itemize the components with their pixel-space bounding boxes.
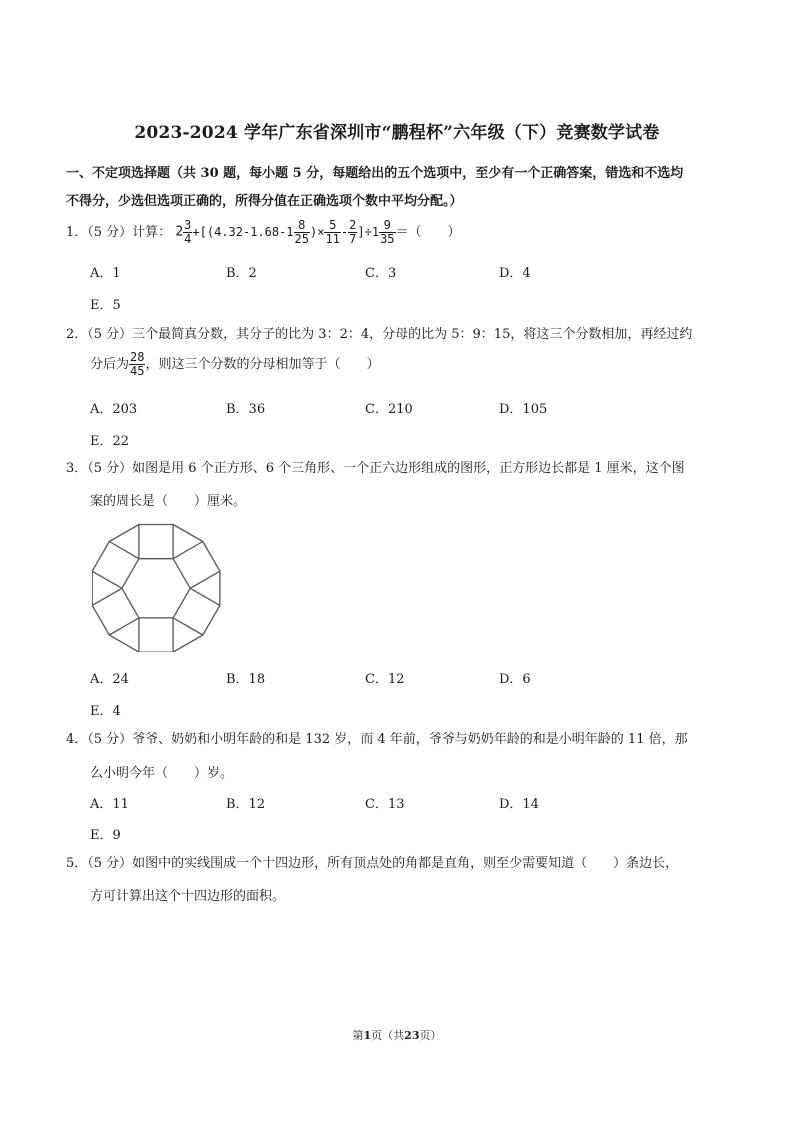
question-2-line1: 2．（5 分）三个最简真分数，其分子的比为 3：2：4，分母的比为 5：9：15，将这三个分数相加，再经过约 xyxy=(66,327,693,342)
q3-option-c: C．12 xyxy=(365,672,405,687)
question-3-line2: 案的周长是（ ）厘米。 xyxy=(90,494,247,509)
q4-option-b: B．12 xyxy=(226,797,266,812)
q2-fraction: $\frac{28}{45}$ xyxy=(130,350,145,378)
question-5-line2: 方可计算出这个十四边形的面积。 xyxy=(90,889,286,904)
q3-option-e: E．4 xyxy=(90,704,121,719)
question-1 xyxy=(66,219,461,246)
q1-fraction-5: $\frac{9}{35}$ xyxy=(380,218,395,246)
q2-post: ，则这三个分数的分母相加等于（ ） xyxy=(145,357,380,372)
q1-suffix: ＝（ ） xyxy=(395,225,461,240)
inner-hexagon xyxy=(122,559,190,618)
q1-option-d: D．4 xyxy=(499,266,531,281)
q1-op-4: ]÷1 xyxy=(357,225,380,239)
q3-option-a: A．24 xyxy=(90,672,129,687)
q2-option-d: D．105 xyxy=(499,402,548,417)
question-5-line1: 5．（5 分）如图中的实线围成一个十四边形，所有顶点处的角都是直角，则至少需要知道（ ）条边长， xyxy=(66,856,679,871)
section-instruction-line2: 不得分，少选但选项正确的，所得分值在正确选项个数中平均分配。） xyxy=(66,194,463,209)
q2-option-c: C．210 xyxy=(365,402,413,417)
q2-option-b: B．36 xyxy=(226,402,266,417)
q4-option-d: D．14 xyxy=(499,797,539,812)
q1-option-b: B．2 xyxy=(226,266,257,281)
q1-prefix: 1．（5 分）计算： xyxy=(66,225,172,240)
q1-op-1: +[(4.32-1.68-1 xyxy=(192,225,294,239)
question-4-line2: 么小明今年（ ）岁。 xyxy=(90,766,234,781)
q1-op-2: )× xyxy=(310,225,325,239)
q4-option-a: A．11 xyxy=(90,797,129,812)
outer-dodecagon xyxy=(92,525,220,653)
q1-op-3: - xyxy=(340,225,349,239)
q4-option-c: C．13 xyxy=(365,797,405,812)
q4-option-e: E．9 xyxy=(90,828,121,843)
section-instruction-line1: 一、不定项选择题（共 30 题，每小题 5 分，每题给出的五个选项中，至少有一个正确答案，错选和不选均 xyxy=(66,166,684,181)
q2-pre: 分后为 xyxy=(90,357,130,372)
q1-fraction-3: $\frac{5}{11}$ xyxy=(325,218,340,246)
dodecagon-figure xyxy=(92,522,222,652)
q1-fraction-4: $\frac{2}{7}$ xyxy=(349,218,357,246)
q1-option-a: A．1 xyxy=(90,266,121,281)
q1-option-e: E．5 xyxy=(90,298,121,313)
question-3-line1: 3．（5 分）如图是用 6 个正方形、6 个三角形、一个正六边形组成的图形，正方形边长都是 1 厘米，这个图 xyxy=(66,461,685,476)
q2-option-e: E．22 xyxy=(90,434,130,449)
question-4-line1: 4．（5 分）爷爷、奶奶和小明年龄的和是 132 岁，而 4 年前，爷爷与奶奶年龄的和是小明年龄的 11 倍，那 xyxy=(66,732,688,747)
q1-whole-1: 2 xyxy=(175,224,184,240)
question-2-line2 xyxy=(90,351,379,378)
q3-option-d: D．6 xyxy=(499,672,531,687)
q3-option-b: B．18 xyxy=(226,672,266,687)
q1-fraction-1: $\frac{3}{4}$ xyxy=(184,218,192,246)
current-page: 1 xyxy=(363,1029,372,1042)
total-pages: 23 xyxy=(404,1029,420,1042)
q1-fraction-2: $\frac{8}{25}$ xyxy=(294,218,309,246)
page-footer: 第1页（共23页） xyxy=(352,1029,442,1042)
q1-option-c: C．3 xyxy=(365,266,397,281)
page-title: 2023-2024 学年广东省深圳市“鹏程杯”六年级（下）竞赛数学试卷 xyxy=(134,123,660,143)
q2-option-a: A．203 xyxy=(90,402,138,417)
